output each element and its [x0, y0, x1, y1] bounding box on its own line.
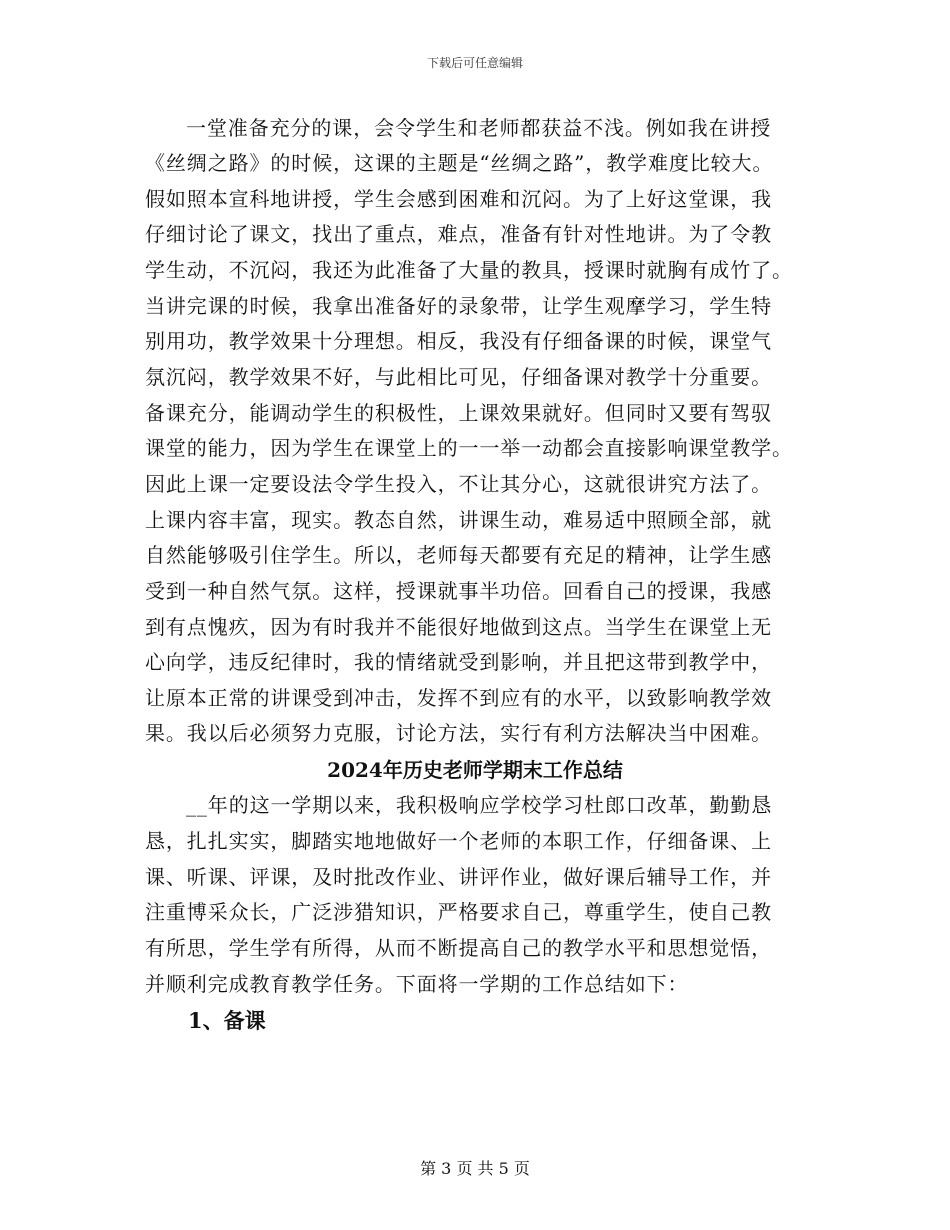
- text-line: 让原本正常的讲课受到冲击，发挥不到应有的水平，以致影响教学效: [145, 686, 772, 710]
- text-line: 注重博采众长，广泛涉猎知识，严格要求自己，尊重学生，使自己教: [145, 900, 772, 924]
- text-line: 当讲完课的时候，我拿出准备好的录象带，让学生观摩学习，学生特: [145, 294, 772, 318]
- section-title: 2024年历史老师学期末工作总结: [327, 758, 623, 782]
- text-line: 课、听课、评课，及时批改作业、讲评作业，做好课后辅导工作，并: [145, 865, 772, 889]
- text-line: 并顺利完成教育教学任务。下面将一学期的工作总结如下：: [145, 972, 689, 996]
- text-line: 自然能够吸引住学生。所以，老师每天都要有充足的精神，让学生感: [145, 543, 772, 567]
- text-line: 心向学，违反纪律时，我的情绪就受到影响，并且把这带到教学中，: [145, 650, 772, 674]
- text-line: 课堂的能力，因为学生在课堂上的一一举一动都会直接影响课堂教学。: [145, 436, 793, 460]
- text-line: 学生动，不沉闷，我还为此准备了大量的教具，授课时就胸有成竹了。: [145, 258, 793, 282]
- subheading: 1、备课: [188, 1008, 266, 1033]
- text-line: 一堂准备充分的课，会令学生和老师都获益不浅。例如我在讲授: [186, 116, 772, 140]
- text-line: 有所思，学生学有所得，从而不断提高自己的教学水平和思想觉悟，: [145, 936, 772, 960]
- text-line: 仔细讨论了课文，找出了重点，难点，准备有针对性地讲。为了令教: [145, 222, 772, 246]
- text-line: 上课内容丰富，现实。教态自然，讲课生动，难易适中照顾全部，就: [145, 508, 772, 532]
- page-header: 下载后可任意编辑: [426, 56, 523, 70]
- text-line: 别用功，教学效果十分理想。相反，我没有仔细备课的时候，课堂气: [145, 329, 772, 353]
- text-line: 假如照本宣科地讲授，学生会感到困难和沉闷。为了上好这堂课，我: [145, 187, 772, 211]
- text-line: 备课充分，能调动学生的积极性，上课效果就好。但同时又要有驾驭: [145, 401, 772, 425]
- text-line: 果。我以后必须努力克服，讨论方法，实行有利方法解决当中困难。: [145, 721, 772, 745]
- text-line: 到有点愧疚，因为有时我并不能很好地做到这点。当学生在课堂上无: [145, 615, 772, 639]
- text-line: 受到一种自然气氛。这样，授课就事半功倍。回看自己的授课，我感: [145, 579, 772, 603]
- page-footer: 第 3 页 共 5 页: [420, 1159, 530, 1178]
- text-line: 恳，扎扎实实，脚踏实地地做好一个老师的本职工作，仔细备课、上: [145, 829, 772, 853]
- text-line: __年的这一学期以来，我积极响应学校学习杜郎口改革，勤勤恳: [186, 793, 773, 817]
- text-line: 因此上课一定要设法令学生投入，不让其分心，这就很讲究方法了。: [145, 472, 772, 496]
- text-line: 《丝绸之路》的时候，这课的主题是“丝绸之路”，教学难度比较大。: [145, 151, 774, 175]
- text-line: 氛沉闷，教学效果不好，与此相比可见，仔细备课对教学十分重要。: [145, 365, 772, 389]
